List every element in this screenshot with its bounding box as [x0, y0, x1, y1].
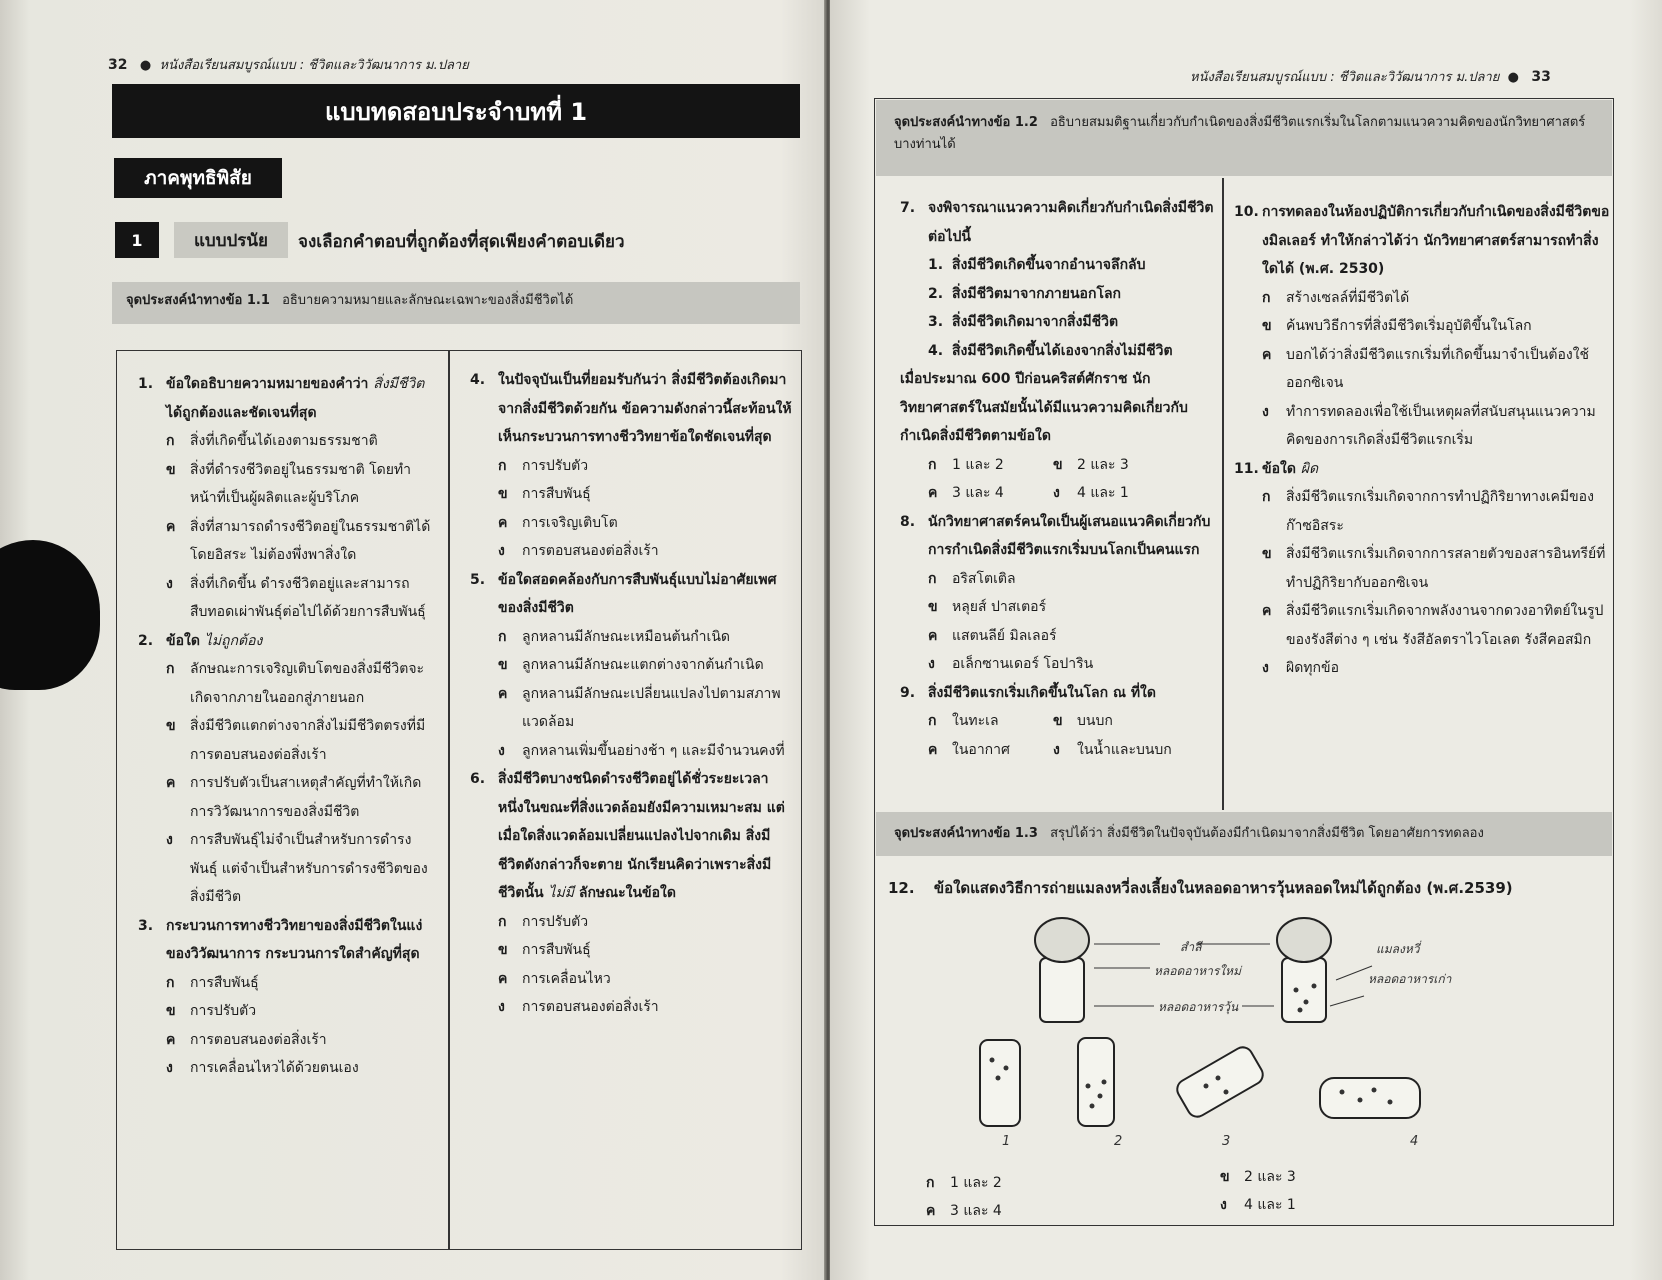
option-text: การตอบสนองต่อสิ่งเร้า	[522, 999, 659, 1015]
option-letter: ก	[166, 661, 175, 677]
question-number: 10.	[1234, 204, 1259, 220]
option-text: การสืบพันธุ์	[190, 974, 259, 991]
question-stem: กระบวนการทางชีววิทยาของสิ่งมีชีวิตในแง่ของวิวัฒนาการ กระบวนการใดสำคัญที่สุด	[166, 917, 423, 962]
answer-option	[138, 997, 438, 1026]
question-stem: การทดลองในห้องปฏิบัติการเกี่ยวกับกำเนิดของสิ่งมีชีวิตของมิลเลอร์ ทำให้กล่าวได้ว่า นักวิทยาศาสตร์สามารถทำสิ่งใดได้ (พ.ศ. 2530)	[1262, 204, 1610, 277]
question-text	[1262, 198, 1610, 284]
option-text: ลูกหลานมีลักษณะเหมือนต้นกำเนิด	[522, 628, 730, 645]
question-11	[1234, 455, 1610, 484]
option-letter: ค	[1262, 603, 1272, 619]
option-letter: ค	[166, 518, 176, 535]
figure-number-2: 2	[1114, 1134, 1123, 1149]
objective-1-1	[112, 282, 800, 324]
question-emphasis: สิ่งมีชีวิต	[373, 376, 425, 392]
option-text: สิ่งมีชีวิตแรกเริ่มเกิดจากการทำปฏิกิริยาทางเคมีของก๊าซอิสระ	[1286, 489, 1594, 534]
option-text: สิ่งมีชีวิตแตกต่างจากสิ่งไม่มีชีวิตตรงที่มีการตอบสนองต่อสิ่งเร้า	[190, 718, 426, 763]
objective-text: อธิบายสมมติฐานเกี่ยวกับกำเนิดของสิ่งมีชีวิตแรกเริ่มในโลกตามแนวความคิดของนักวิทยาศาสตร์บางท่านได้	[894, 115, 1586, 152]
section-number: 1	[115, 222, 159, 258]
answer-option	[470, 452, 792, 481]
option-text: อเล็กซานเดอร์ โอปาริน	[952, 656, 1094, 672]
option-text: ทำการทดลองเพื่อใช้เป็นเหตุผลที่สนับสนุนแนวความคิดของการเกิดสิ่งมีชีวิตแรกเริ่ม	[1286, 403, 1596, 448]
question-text	[1262, 455, 1318, 484]
statement-item	[900, 308, 1216, 337]
question-number: 6.	[470, 771, 486, 787]
answer-option	[1053, 707, 1178, 736]
answer-option	[138, 769, 438, 826]
answer-option	[900, 650, 1216, 679]
option-text: การปรับตัว	[190, 1003, 257, 1019]
option-letter: ข	[1053, 713, 1063, 729]
answer-option	[1053, 479, 1178, 508]
option-text: ในน้ำและบนบก	[1077, 741, 1172, 758]
option-letter: ก	[166, 433, 175, 449]
objective-text: อธิบายความหมายและลักษณะเฉพาะของสิ่งมีชีวิตได้	[282, 293, 574, 308]
option-text: 2 และ 3	[1077, 456, 1129, 473]
right-page-number: 33	[1531, 69, 1551, 85]
question-number: 9.	[900, 684, 916, 701]
question-stem: ข้อใด	[1262, 460, 1296, 477]
option-letter: ข	[166, 1003, 176, 1019]
option-letter: ง	[166, 575, 173, 592]
option-text: การเจริญเติบโต	[522, 514, 618, 531]
question-number: 3.	[138, 917, 154, 934]
left-column-2	[470, 366, 792, 1022]
option-text: แสตนลีย์ มิลเลอร์	[952, 627, 1057, 644]
objective-1-2	[876, 100, 1612, 176]
question-text: ข้อใดแสดงวิธีการถ่ายแมลงหวี่ลงเลี้ยงในหลอดอาหารวุ้นหลอดใหม่ได้ถูกต้อง (พ.ศ.2539)	[933, 879, 1513, 897]
answer-option-row	[900, 451, 1216, 480]
column-divider	[448, 350, 450, 1250]
option-letter: ข	[498, 657, 508, 673]
objective-label: จุดประสงค์นำทางข้อ 1.1	[126, 293, 270, 308]
question-10	[1234, 198, 1610, 284]
option-text: สิ่งมีชีวิตแรกเริ่มเกิดจากการสลายตัวของสารอินทรีย์ที่ทำปฏิกิริยากับออกซิเจน	[1286, 546, 1606, 591]
answer-option	[928, 479, 1053, 508]
answer-option	[138, 1054, 438, 1083]
answer-option	[470, 509, 792, 538]
objective-label: จุดประสงค์นำทางข้อ 1.2	[894, 115, 1038, 130]
right-page	[830, 0, 1662, 1280]
option-text: การสืบพันธุ์	[522, 942, 591, 958]
question-text	[498, 566, 792, 623]
option-letter: ก	[166, 974, 175, 991]
option-letter: ค	[166, 775, 176, 791]
option-text: 3 และ 4	[952, 485, 1004, 501]
option-text: การเคลื่อนไหวได้ด้วยตนเอง	[190, 1060, 359, 1076]
question-3	[138, 912, 438, 969]
tube-3	[1174, 1044, 1267, 1121]
left-page-number: 32	[108, 57, 128, 73]
option-letter: ง	[498, 742, 505, 759]
question-emphasis: ผิด	[1300, 460, 1319, 477]
answer-option	[928, 451, 1053, 480]
option-text: การตอบสนองต่อสิ่งเร้า	[190, 1031, 327, 1048]
objective-label: จุดประสงค์นำทางข้อ 1.3	[894, 826, 1038, 841]
statement-text: สิ่งมีชีวิตมาจากภายนอกโลก	[952, 285, 1122, 302]
answer-option	[138, 1026, 438, 1055]
answer-option	[470, 537, 792, 566]
question-number: 8.	[900, 513, 916, 530]
option-text: ลูกหลานเพิ่มขึ้นอย่างช้า ๆ และมีจำนวนคงที่	[522, 742, 785, 759]
part-label: ภาคพุทธิพิสัย	[114, 158, 282, 198]
question-stem: ข้อใด	[166, 632, 200, 649]
answer-option	[1234, 284, 1610, 313]
option-letter: ค	[498, 970, 508, 987]
option-letter: ข	[1262, 546, 1272, 562]
left-column-1	[138, 370, 438, 1083]
answer-option	[900, 622, 1216, 651]
label-cotton: สำลี	[1180, 940, 1202, 954]
question-stem: นักวิทยาศาสตร์คนใดเป็นผู้เสนอแนวคิดเกี่ยวกับการกำเนิดสิ่งมีชีวิตแรกเริ่มบนโลกเป็นคนแรก	[928, 513, 1211, 558]
right-running-head	[1190, 66, 1551, 87]
question-4	[470, 366, 792, 452]
option-text: การปรับตัวเป็นสาเหตุสำคัญที่ทำให้เกิดการวิวัฒนาการของสิ่งมีชีวิต	[190, 775, 422, 820]
question-text	[498, 765, 792, 908]
question-text	[928, 508, 1216, 565]
fruit-fly-tube-figure	[970, 910, 1610, 1160]
option-letter: ง	[166, 832, 173, 848]
option-text: การปรับตัว	[522, 457, 589, 474]
tube-2	[1078, 1038, 1114, 1126]
option-text: สิ่งที่สามารถดำรงชีวิตอยู่ในธรรมชาติได้โดยอิสระ ไม่ต้องพึ่งพาสิ่งใด	[190, 518, 431, 563]
question-text	[166, 627, 262, 656]
answer-option	[138, 513, 438, 570]
question-number: 7.	[900, 200, 916, 216]
answer-option	[928, 707, 1053, 736]
answer-option	[470, 480, 792, 509]
question-8	[900, 508, 1216, 565]
answer-option	[138, 570, 438, 627]
option-letter: ก	[928, 570, 937, 587]
option-text: การสืบพันธุ์	[522, 486, 591, 502]
option-text: ค้นพบวิธีการที่สิ่งมีชีวิตเริ่มอุบัติขึ้นในโลก	[1286, 318, 1532, 334]
question-text	[928, 679, 1156, 708]
option-letter: ข	[1053, 456, 1063, 473]
option-letter: ง	[1053, 741, 1060, 758]
question-7	[900, 194, 1216, 251]
option-letter: ก	[498, 628, 507, 645]
answer-option	[470, 623, 792, 652]
statement-item	[900, 251, 1216, 280]
question-text	[166, 370, 438, 427]
question-number: 2.	[138, 632, 154, 649]
label-old-tube: หลอดอาหารเก่า	[1368, 972, 1452, 986]
new-tube-shape	[1040, 958, 1084, 1022]
option-letter: ก	[498, 913, 507, 930]
option-letter: ง	[1262, 403, 1269, 420]
option-text: บนบก	[1077, 713, 1113, 729]
header-bullet: ●	[1507, 70, 1519, 85]
statement-text: สิ่งมีชีวิตเกิดขึ้นได้เองจากสิ่งไม่มีชีวิต	[952, 342, 1173, 359]
option-text: การตอบสนองต่อสิ่งเร้า	[522, 543, 659, 559]
option-letter: ค	[1262, 346, 1272, 363]
right-column-divider	[1222, 178, 1224, 810]
statement-number: 2.	[928, 285, 944, 302]
left-book-title: หนังสือเรียนสมบูรณ์แบบ : ชีวิตและวิวัฒนาการ ม.ปลาย	[159, 58, 469, 73]
answer-option	[1234, 312, 1610, 341]
answer-option	[900, 593, 1216, 622]
answer-option-row	[900, 736, 1216, 765]
question-number: 1.	[138, 376, 154, 392]
option-text: 4 และ 1	[1077, 485, 1129, 501]
option-letter: ก	[1262, 289, 1271, 306]
statement-text: สิ่งมีชีวิตเกิดขึ้นจากอำนาจลึกลับ	[952, 257, 1146, 273]
option-text: สิ่งมีชีวิตแรกเริ่มเกิดจากพลังงานจากดวงอาทิตย์ในรูปของรังสีต่าง ๆ เช่น รังสีอัลตราไวโอเลต รังสีคอสมิก	[1286, 603, 1604, 648]
question-number: 12.	[888, 879, 915, 897]
option-text: การเคลื่อนไหว	[522, 970, 611, 987]
q12-option-a: ก 1 และ 2	[926, 1175, 1002, 1191]
q12-option-b: ข 2 และ 3	[1220, 1169, 1296, 1185]
answer-option	[900, 565, 1216, 594]
option-letter: ค	[928, 741, 938, 758]
objective-1-3	[876, 812, 1612, 856]
question-text	[928, 194, 1216, 251]
answer-option	[470, 936, 792, 965]
answer-option	[138, 969, 438, 998]
tube-1	[980, 1040, 1020, 1126]
option-letter: ข	[498, 942, 508, 958]
right-column-1	[900, 194, 1216, 764]
question-stem: จงพิจารณาแนวความคิดเกี่ยวกับกำเนิดสิ่งมีชีวิตต่อไปนี้	[928, 200, 1214, 245]
option-letter: ง	[498, 999, 505, 1015]
answer-option	[138, 427, 438, 456]
answer-option	[1234, 540, 1610, 597]
q12-option-d: ง 4 และ 1	[1220, 1197, 1296, 1213]
answer-option	[1234, 597, 1610, 654]
question-stem: ในปัจจุบันเป็นที่ยอมรับกันว่า สิ่งมีชีวิตต้องเกิดมาจากสิ่งมีชีวิตด้วยกัน ข้อความดังกล่าวนี้สะท้อนให้เห็นกระบวนการทางชีววิทยาข้อใดชัดเจนที่สุด	[498, 372, 792, 445]
answer-option	[470, 651, 792, 680]
question-text	[498, 366, 792, 452]
question-12	[888, 876, 1513, 900]
left-page	[0, 0, 826, 1280]
statement-item	[900, 337, 1216, 366]
option-letter: ข	[166, 718, 176, 734]
cotton-plug-right	[1277, 918, 1331, 962]
option-text: ในอากาศ	[952, 741, 1010, 758]
answer-option	[138, 826, 438, 912]
question-text	[166, 912, 438, 969]
option-text: ลูกหลานมีลักษณะแตกต่างจากต้นกำเนิด	[522, 657, 764, 673]
cotton-plug-left	[1035, 918, 1089, 962]
right-book-title: หนังสือเรียนสมบูรณ์แบบ : ชีวิตและวิวัฒนาการ ม.ปลาย	[1190, 70, 1500, 85]
option-text: สิ่งที่เกิดขึ้น ดำรงชีวิตอยู่และสามารถสืบทอดเผ่าพันธุ์ต่อไปได้ด้วยการสืบพันธุ์	[190, 575, 426, 620]
label-fruit-flies: แมลงหวี่	[1376, 942, 1420, 956]
q12-option-c: ค 3 และ 4	[926, 1203, 1002, 1219]
answer-option	[1053, 451, 1178, 480]
option-text: อริสโตเติล	[952, 570, 1016, 587]
option-letter: ง	[928, 656, 935, 672]
option-text: หลุยส์ ปาสเตอร์	[952, 599, 1047, 615]
option-text: 1 และ 2	[952, 456, 1004, 473]
option-text: สิ่งที่เกิดขึ้นได้เองตามธรรมชาติ	[190, 433, 378, 449]
option-letter: ก	[498, 457, 507, 474]
option-letter: ค	[498, 685, 508, 702]
statement-item	[900, 280, 1216, 309]
option-letter: ข	[928, 599, 938, 615]
answer-option	[138, 456, 438, 513]
tube-4	[1320, 1078, 1420, 1118]
question-number: 4.	[470, 372, 486, 388]
option-letter: ค	[498, 514, 508, 531]
answer-option-row	[900, 479, 1216, 508]
right-column-2	[1234, 198, 1610, 683]
answer-option	[1053, 736, 1178, 765]
question-5	[470, 566, 792, 623]
question-number: 5.	[470, 571, 486, 588]
option-text: สิ่งที่ดำรงชีวิตอยู่ในธรรมชาติ โดยทำหน้าที่เป็นผู้ผลิตและผู้บริโภค	[190, 461, 412, 506]
option-letter: ข	[1262, 318, 1272, 334]
question-number: 11.	[1234, 460, 1259, 477]
answer-option	[138, 712, 438, 769]
answer-option	[470, 737, 792, 766]
objective-text: สรุปได้ว่า สิ่งมีชีวิตในปัจจุบันต้องมีกำเนิดมาจากสิ่งมีชีวิต โดยอาศัยการทดลอง	[1050, 826, 1484, 841]
answer-option	[1234, 483, 1610, 540]
question-text-continued: เมื่อประมาณ 600 ปีก่อนคริสต์ศักราช นักวิทยาศาสตร์ในสมัยนั้นได้มีแนวความคิดเกี่ยวกับกำเนิดสิ่งมีชีวิตตามข้อใด	[900, 371, 1188, 444]
answer-option	[1234, 654, 1610, 683]
option-letter: ข	[166, 461, 176, 478]
statement-number: 4.	[928, 342, 944, 359]
option-letter: ค	[928, 485, 938, 501]
answer-option	[470, 993, 792, 1022]
figure-number-3: 3	[1222, 1134, 1231, 1149]
statement-text: สิ่งมีชีวิตเกิดมาจากสิ่งมีชีวิต	[952, 314, 1119, 330]
statement-number: 3.	[928, 314, 944, 330]
left-running-head	[108, 54, 469, 75]
question-stem-end: ลักษณะในข้อใด	[578, 885, 676, 901]
question-stem-end: ได้ถูกต้องและชัดเจนที่สุด	[166, 404, 317, 421]
label-agar-tube: หลอดอาหารวุ้น	[1158, 1000, 1239, 1014]
question-1	[138, 370, 438, 427]
option-text: ในทะเล	[952, 713, 999, 729]
option-text: ลักษณะการเจริญเติบโตของสิ่งมีชีวิตจะเกิดจากภายในออกสู่ภายนอก	[190, 661, 425, 706]
option-letter: ง	[498, 543, 505, 559]
question-stem: สิ่งมีชีวิตแรกเริ่มเกิดขึ้นในโลก ณ ที่ใด	[928, 684, 1156, 701]
old-tube-shape	[1282, 958, 1326, 1022]
question-6	[470, 765, 792, 908]
question-emphasis: ไม่ถูกต้อง	[204, 632, 263, 649]
question-stem: ข้อใดสอดคล้องกับการสืบพันธุ์แบบไม่อาศัยเพศของสิ่งมีชีวิต	[498, 571, 777, 616]
answer-option	[470, 680, 792, 737]
option-text: การปรับตัว	[522, 913, 589, 930]
answer-option-row	[900, 707, 1216, 736]
option-text: ลูกหลานมีลักษณะเปลี่ยนแปลงไปตามสภาพแวดล้อม	[522, 685, 781, 730]
option-letter: ข	[498, 486, 508, 502]
answer-option	[1234, 341, 1610, 398]
option-letter: ง	[1053, 485, 1060, 501]
label-new-tube: หลอดอาหารใหม่	[1154, 964, 1241, 978]
figure-number-4: 4	[1410, 1134, 1419, 1149]
question-stem: ข้อใดอธิบายความหมายของคำว่า	[166, 376, 369, 392]
statement-number: 1.	[928, 257, 944, 273]
header-bullet: ●	[139, 58, 152, 73]
figure-number-1: 1	[1002, 1134, 1011, 1149]
question-stem: สิ่งมีชีวิตบางชนิดดำรงชีวิตอยู่ได้ชั่วระยะเวลาหนึ่งในขณะที่สิ่งแวดล้อมยังมีความเหมาะสม แต่เมื่อใดสิ่งแวดล้อมเปลี่ยนแปลงไปจากเดิม สิ่งมีชีวิตดังกล่าวก็จะตาย นักเรียนคิดว่าเพราะสิ่งมีชีวิตนั้น	[498, 771, 785, 901]
thumb-shadow	[0, 540, 100, 690]
answer-option	[1234, 398, 1610, 455]
section-type: แบบปรนัย	[174, 222, 288, 258]
answer-option	[928, 736, 1053, 765]
option-text: การสืบพันธุ์ไม่จำเป็นสำหรับการดำรงพันธุ์ แต่จำเป็นสำหรับการดำรงชีวิตของสิ่งมีชีวิต	[190, 832, 428, 905]
answer-option	[470, 908, 792, 937]
answer-option	[470, 965, 792, 994]
option-letter: ง	[1262, 660, 1269, 676]
option-text: บอกได้ว่าสิ่งมีชีวิตแรกเริ่มที่เกิดขึ้นมาจำเป็นต้องใช้ออกซิเจน	[1286, 346, 1590, 391]
test-title: แบบทดสอบประจำบทที่ 1	[112, 84, 800, 138]
question-emphasis: ไม่มี	[548, 885, 574, 901]
option-letter: ก	[1262, 489, 1271, 505]
option-letter: ค	[166, 1031, 176, 1048]
option-text: ผิดทุกข้อ	[1286, 660, 1339, 676]
option-letter: ง	[166, 1060, 173, 1076]
question-2	[138, 627, 438, 656]
option-letter: ค	[928, 627, 938, 644]
section-instruction: จงเลือกคำตอบที่ถูกต้องที่สุดเพียงคำตอบเดียว	[298, 232, 625, 252]
option-text: สร้างเซลล์ที่มีชีวิตได้	[1286, 289, 1410, 306]
question-9	[900, 679, 1216, 708]
answer-option	[138, 655, 438, 712]
option-letter: ก	[928, 456, 937, 473]
option-letter: ก	[928, 713, 937, 729]
